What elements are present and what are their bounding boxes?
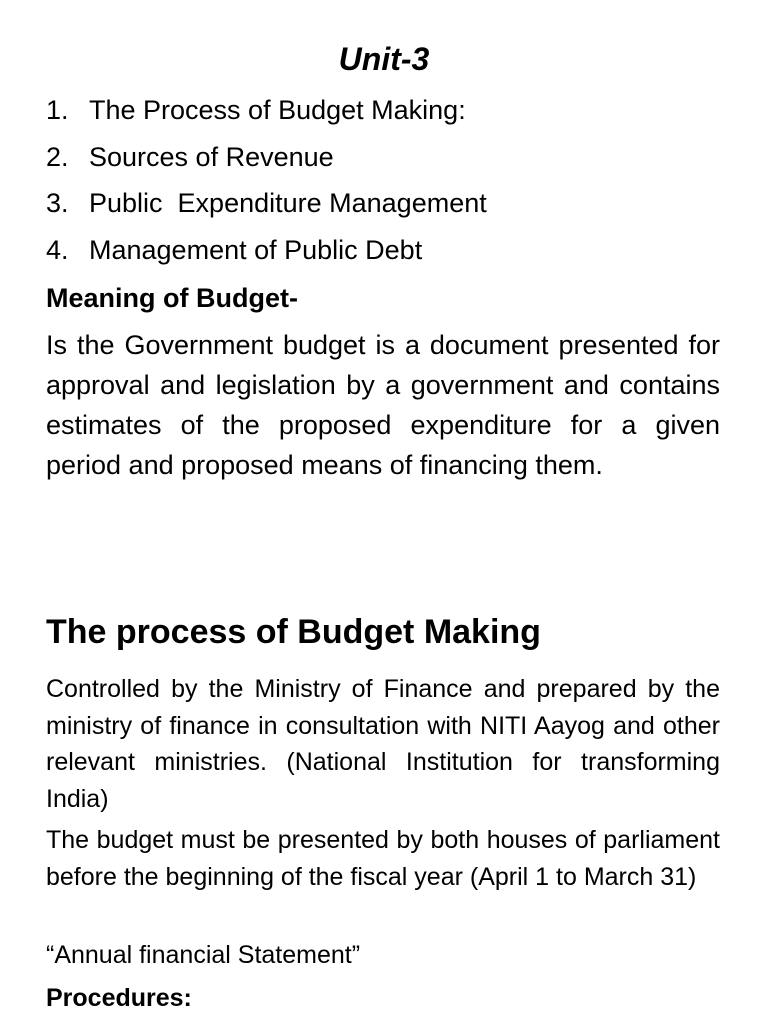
annual-statement-text: “Annual financial Statement” bbox=[46, 941, 361, 969]
list-item bbox=[46, 185, 726, 232]
topic-list bbox=[46, 92, 726, 278]
list-item-text: Management of Public Debt bbox=[89, 234, 423, 265]
list-item-text: Sources of Revenue bbox=[89, 141, 334, 172]
list-item-number: 2. bbox=[46, 141, 69, 172]
list-item-number: 3. bbox=[46, 188, 69, 218]
list-item-number: 4. bbox=[46, 234, 69, 265]
process-paragraph-2: The budget must be presented by both houses of parliament before the beginning of the fiscal year (April 1 to March 31) bbox=[46, 826, 720, 891]
list-item bbox=[46, 92, 726, 139]
meaning-paragraph: Is the Government budget is a document presented for approval and legislation by a government and contains estimates of the proposed expenditure for a given period and proposed means of financing them. bbox=[46, 330, 720, 480]
process-heading: The process of Budget Making bbox=[46, 613, 541, 651]
list-item bbox=[46, 232, 726, 279]
process-paragraph-1: Controlled by the Ministry of Finance and prepared by the ministry of finance in consultation with NITI Aayog and other relevant ministries. (National Institution for transforming India) bbox=[46, 675, 720, 813]
list-item bbox=[46, 139, 726, 186]
list-item-number: 1. bbox=[46, 95, 69, 125]
procedures-heading: Procedures: bbox=[46, 984, 192, 1012]
list-item-text: The Process of Budget Making: bbox=[89, 95, 466, 125]
page-title: Unit-3 bbox=[338, 41, 430, 77]
meaning-heading: Meaning of Budget- bbox=[46, 283, 298, 313]
list-item-text: Public Expenditure Management bbox=[89, 188, 487, 218]
